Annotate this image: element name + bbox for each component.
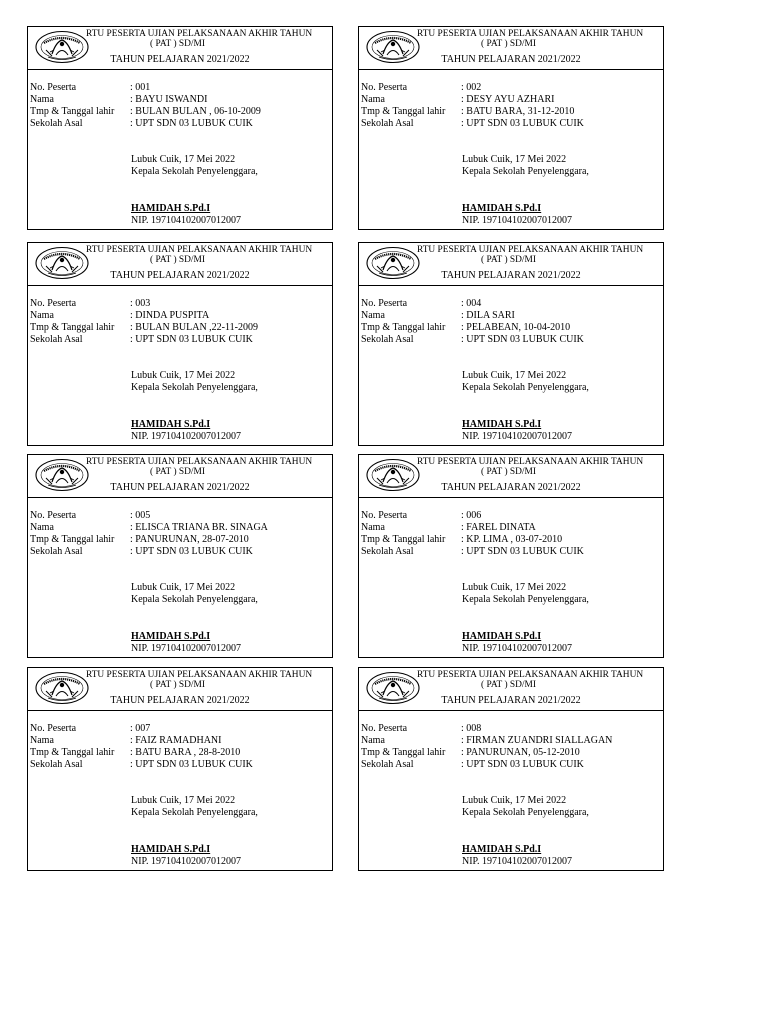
value-no-peserta: : 003	[130, 298, 151, 309]
label-sekolah: Sekolah Asal	[30, 118, 83, 129]
value-no-peserta: : 008	[461, 723, 482, 734]
label-no-peserta: No. Peserta	[30, 510, 77, 521]
value-sekolah: : UPT SDN 03 LUBUK CUIK	[130, 334, 253, 345]
header-year: TAHUN PELAJARAN 2021/2022	[441, 482, 581, 493]
label-sekolah: Sekolah Asal	[30, 759, 83, 770]
header-year: TAHUN PELAJARAN 2021/2022	[441, 695, 581, 706]
label-no-peserta: No. Peserta	[361, 510, 408, 521]
value-ttl: : PANURUNAN, 05-12-2010	[461, 747, 580, 758]
row-nama	[30, 522, 268, 533]
label-ttl: Tmp & Tanggal lahir	[30, 106, 115, 117]
value-no-peserta: : 005	[130, 510, 151, 521]
card-header	[28, 455, 332, 498]
signature-nip: NIP. 197104102007012007	[131, 431, 242, 442]
signature-place-date: Lubuk Cuik, 17 Mei 2022	[131, 795, 236, 806]
value-ttl: : KP. LIMA , 03-07-2010	[461, 534, 563, 545]
row-no-peserta	[361, 510, 481, 521]
header-title: RTU PESERTA UJIAN PELAKSANAAN AKHIR TAHUN	[86, 457, 313, 467]
row-ttl	[30, 106, 261, 117]
label-sekolah: Sekolah Asal	[361, 759, 414, 770]
card-header	[359, 668, 663, 711]
row-no-peserta	[30, 82, 150, 93]
row-no-peserta	[361, 82, 481, 93]
row-nama	[30, 310, 209, 321]
header-year: TAHUN PELAJARAN 2021/2022	[110, 482, 250, 493]
signature-place-date: Lubuk Cuik, 17 Mei 2022	[462, 582, 567, 593]
header-subtitle: ( PAT ) SD/MI	[481, 255, 536, 265]
signature-place-date: Lubuk Cuik, 17 Mei 2022	[131, 154, 236, 165]
card-header	[28, 668, 332, 711]
signature-name: HAMIDAH S.Pd.I	[462, 203, 542, 214]
value-ttl: : BULAN BULAN ,22-11-2009	[130, 322, 258, 333]
signature-place-date: Lubuk Cuik, 17 Mei 2022	[462, 370, 567, 381]
card-header	[28, 243, 332, 286]
signature-place-date: Lubuk Cuik, 17 Mei 2022	[462, 795, 567, 806]
row-nama	[361, 94, 554, 105]
value-nama: : FAREL DINATA	[461, 522, 536, 533]
signature-role: Kepala Sekolah Penyelenggara,	[462, 382, 589, 393]
header-title: RTU PESERTA UJIAN PELAKSANAAN AKHIR TAHUN	[86, 29, 313, 39]
header-title: RTU PESERTA UJIAN PELAKSANAAN AKHIR TAHUN	[417, 245, 644, 255]
label-sekolah: Sekolah Asal	[30, 546, 83, 557]
row-sekolah	[361, 118, 584, 129]
label-nama: Nama	[30, 522, 54, 533]
signature-role: Kepala Sekolah Penyelenggara,	[131, 166, 258, 177]
label-nama: Nama	[30, 310, 54, 321]
signature-nip: NIP. 197104102007012007	[462, 431, 573, 442]
value-sekolah: : UPT SDN 03 LUBUK CUIK	[461, 334, 584, 345]
signature-name: HAMIDAH S.Pd.I	[131, 631, 211, 642]
label-nama: Nama	[361, 94, 385, 105]
signature-role: Kepala Sekolah Penyelenggara,	[462, 166, 589, 177]
label-sekolah: Sekolah Asal	[30, 334, 83, 345]
header-subtitle: ( PAT ) SD/MI	[481, 39, 536, 49]
row-nama	[361, 522, 536, 533]
header-year: TAHUN PELAJARAN 2021/2022	[110, 54, 250, 65]
signature-role: Kepala Sekolah Penyelenggara,	[131, 382, 258, 393]
row-nama	[361, 735, 612, 746]
exam-card	[358, 667, 664, 871]
exam-card	[27, 242, 333, 446]
signature-nip: NIP. 197104102007012007	[462, 215, 573, 226]
header-subtitle: ( PAT ) SD/MI	[481, 680, 536, 690]
signature-nip: NIP. 197104102007012007	[462, 643, 573, 654]
header-year: TAHUN PELAJARAN 2021/2022	[110, 270, 250, 281]
row-nama	[30, 735, 221, 746]
value-ttl: : PELABEAN, 10-04-2010	[461, 322, 571, 333]
label-nama: Nama	[361, 310, 385, 321]
value-sekolah: : UPT SDN 03 LUBUK CUIK	[130, 546, 253, 557]
value-nama: : FIRMAN ZUANDRI SIALLAGAN	[461, 735, 613, 746]
label-sekolah: Sekolah Asal	[361, 118, 414, 129]
row-no-peserta	[30, 298, 150, 309]
value-sekolah: : UPT SDN 03 LUBUK CUIK	[461, 759, 584, 770]
label-ttl: Tmp & Tanggal lahir	[30, 747, 115, 758]
header-title: RTU PESERTA UJIAN PELAKSANAAN AKHIR TAHUN	[417, 457, 644, 467]
header-subtitle: ( PAT ) SD/MI	[150, 680, 205, 690]
label-no-peserta: No. Peserta	[361, 82, 408, 93]
value-nama: : DILA SARI	[461, 310, 515, 321]
exam-card	[358, 26, 664, 230]
header-subtitle: ( PAT ) SD/MI	[150, 467, 205, 477]
row-no-peserta	[361, 298, 481, 309]
exam-card	[27, 667, 333, 871]
exam-card	[358, 242, 664, 446]
label-sekolah: Sekolah Asal	[361, 546, 414, 557]
signature-nip: NIP. 197104102007012007	[462, 856, 573, 867]
row-ttl	[30, 534, 249, 545]
label-no-peserta: No. Peserta	[30, 723, 77, 734]
label-nama: Nama	[361, 522, 385, 533]
exam-card	[27, 454, 333, 658]
signature-name: HAMIDAH S.Pd.I	[131, 203, 211, 214]
row-ttl	[361, 322, 570, 333]
header-title: RTU PESERTA UJIAN PELAKSANAAN AKHIR TAHUN	[86, 670, 313, 680]
row-sekolah	[30, 118, 253, 129]
value-sekolah: : UPT SDN 03 LUBUK CUIK	[130, 118, 253, 129]
row-no-peserta	[30, 723, 150, 734]
label-nama: Nama	[30, 94, 54, 105]
row-ttl	[361, 747, 580, 758]
value-no-peserta: : 006	[461, 510, 482, 521]
exam-card	[358, 454, 664, 658]
row-no-peserta	[30, 510, 150, 521]
signature-role: Kepala Sekolah Penyelenggara,	[462, 807, 589, 818]
header-year: TAHUN PELAJARAN 2021/2022	[110, 695, 250, 706]
value-no-peserta: : 001	[130, 82, 151, 93]
signature-name: HAMIDAH S.Pd.I	[462, 631, 542, 642]
row-sekolah	[30, 546, 253, 557]
signature-nip: NIP. 197104102007012007	[131, 856, 242, 867]
signature-place-date: Lubuk Cuik, 17 Mei 2022	[131, 370, 236, 381]
row-no-peserta	[361, 723, 481, 734]
label-ttl: Tmp & Tanggal lahir	[361, 534, 446, 545]
header-subtitle: ( PAT ) SD/MI	[150, 39, 205, 49]
value-nama: : DINDA PUSPITA	[130, 310, 210, 321]
row-nama	[30, 94, 207, 105]
header-title: RTU PESERTA UJIAN PELAKSANAAN AKHIR TAHUN	[86, 245, 313, 255]
row-sekolah	[361, 546, 584, 557]
row-sekolah	[30, 759, 253, 770]
value-nama: : ELISCA TRIANA BR. SINAGA	[130, 522, 268, 533]
row-ttl	[30, 747, 240, 758]
header-year: TAHUN PELAJARAN 2021/2022	[441, 270, 581, 281]
value-ttl: : PANURUNAN, 28-07-2010	[130, 534, 249, 545]
value-sekolah: : UPT SDN 03 LUBUK CUIK	[461, 118, 584, 129]
signature-nip: NIP. 197104102007012007	[131, 643, 242, 654]
signature-place-date: Lubuk Cuik, 17 Mei 2022	[131, 582, 236, 593]
value-no-peserta: : 004	[461, 298, 482, 309]
row-sekolah	[361, 334, 584, 345]
label-ttl: Tmp & Tanggal lahir	[30, 534, 115, 545]
label-ttl: Tmp & Tanggal lahir	[361, 322, 446, 333]
value-ttl: : BULAN BULAN , 06-10-2009	[130, 106, 261, 117]
signature-role: Kepala Sekolah Penyelenggara,	[131, 807, 258, 818]
row-sekolah	[30, 334, 253, 345]
value-nama: : DESY AYU AZHARI	[461, 94, 555, 105]
label-ttl: Tmp & Tanggal lahir	[361, 106, 446, 117]
label-nama: Nama	[30, 735, 54, 746]
card-header	[359, 243, 663, 286]
label-sekolah: Sekolah Asal	[361, 334, 414, 345]
label-no-peserta: No. Peserta	[30, 298, 77, 309]
value-sekolah: : UPT SDN 03 LUBUK CUIK	[461, 546, 584, 557]
value-nama: : BAYU ISWANDI	[130, 94, 208, 105]
label-ttl: Tmp & Tanggal lahir	[361, 747, 446, 758]
header-title: RTU PESERTA UJIAN PELAKSANAAN AKHIR TAHUN	[417, 670, 644, 680]
signature-name: HAMIDAH S.Pd.I	[462, 844, 542, 855]
row-sekolah	[361, 759, 584, 770]
signature-place-date: Lubuk Cuik, 17 Mei 2022	[462, 154, 567, 165]
row-ttl	[30, 322, 258, 333]
value-ttl: : BATU BARA , 28-8-2010	[130, 747, 241, 758]
value-nama: : FAIZ RAMADHANI	[130, 735, 222, 746]
row-ttl	[361, 106, 574, 117]
value-ttl: : BATU BARA, 31-12-2010	[461, 106, 575, 117]
value-no-peserta: : 002	[461, 82, 482, 93]
header-subtitle: ( PAT ) SD/MI	[150, 255, 205, 265]
label-ttl: Tmp & Tanggal lahir	[30, 322, 115, 333]
card-header	[359, 27, 663, 70]
label-no-peserta: No. Peserta	[361, 298, 408, 309]
signature-name: HAMIDAH S.Pd.I	[462, 419, 542, 430]
value-sekolah: : UPT SDN 03 LUBUK CUIK	[130, 759, 253, 770]
signature-name: HAMIDAH S.Pd.I	[131, 419, 211, 430]
signature-nip: NIP. 197104102007012007	[131, 215, 242, 226]
label-no-peserta: No. Peserta	[361, 723, 408, 734]
signature-role: Kepala Sekolah Penyelenggara,	[462, 594, 589, 605]
row-ttl	[361, 534, 562, 545]
header-title: RTU PESERTA UJIAN PELAKSANAAN AKHIR TAHUN	[417, 29, 644, 39]
label-no-peserta: No. Peserta	[30, 82, 77, 93]
label-nama: Nama	[361, 735, 385, 746]
card-header	[359, 455, 663, 498]
value-no-peserta: : 007	[130, 723, 151, 734]
row-nama	[361, 310, 515, 321]
header-subtitle: ( PAT ) SD/MI	[481, 467, 536, 477]
signature-role: Kepala Sekolah Penyelenggara,	[131, 594, 258, 605]
card-header	[28, 27, 332, 70]
signature-name: HAMIDAH S.Pd.I	[131, 844, 211, 855]
exam-card	[27, 26, 333, 230]
header-year: TAHUN PELAJARAN 2021/2022	[441, 54, 581, 65]
